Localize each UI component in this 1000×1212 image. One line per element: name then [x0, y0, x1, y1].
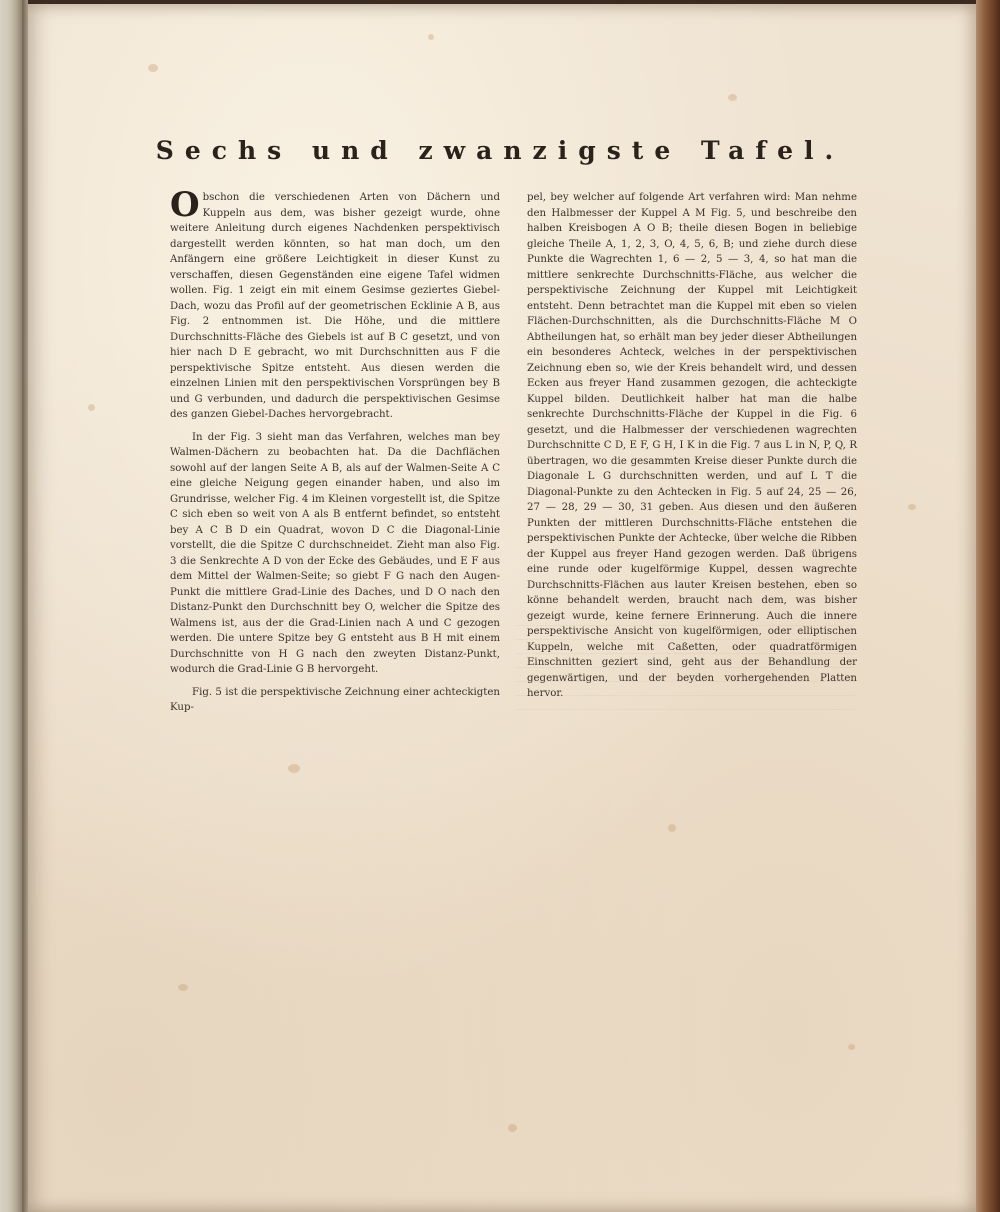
- drop-cap: O: [170, 185, 200, 225]
- paragraph-text: bschon die verschiedenen Arten von Dächern und Kuppeln aus dem, was bisher gezeigt wurde, ohne weitere Anleitung durch eigenes Nachdenken perspektivisch dargestellt werden könnten, so hat man doch, um den Anfängern eine größere Leichtigkeit in dieser Kunst zu verschaffen, diesen Gegenständen eine eigene Tafel widmen wollen. Fig. 1 zeigt ein mit einem Gesimse geziertes Giebel-Dach, wozu das Profil auf der geometrischen Ecklinie A B, aus Fig. 2 entnommen ist. Die Höhe, und die mittlere Durchschnitts-Fläche des Giebels ist auf B C gesetzt, und von hier nach D E gebracht, wo mit Durchschnitten aus F die perspektivische Spitze entsteht. Aus diesen werden die einzelnen Linien mit den perspektivischen Vorsprüngen bey B und G verbunden, und dadurch die perspektivischen Gesimse des ganzen Giebel-Daches hervorgebracht.: [170, 192, 500, 420]
- book-gutter: [0, 0, 22, 1212]
- foxing-spot: [848, 1044, 855, 1050]
- text-column-left: [170, 185, 500, 723]
- paragraph: [170, 185, 500, 423]
- paragraph: Fig. 5 ist die perspektivische Zeichnung einer achteckigten Kup-: [170, 686, 500, 713]
- text-column-right: [527, 190, 857, 709]
- foxing-spot: [908, 504, 916, 510]
- foxing-spot: [508, 1124, 517, 1132]
- foxing-spot: [148, 64, 158, 72]
- foxing-spot: [288, 764, 300, 773]
- foxing-spot: [88, 404, 95, 411]
- paragraph: pel, bey welcher auf folgende Art verfahren wird: Man nehme den Halbmesser der Kuppel A M Fig. 5, und beschreibe den halben Kreisbogen A O B; theile diesen Bogen in beliebige gleiche Theile A, 1, 2, 3, O, 4, 5, 6, B; und ziehe durch diese Punkte die Wagrechten 1, 6 — 2, 5 — 3, 4, so hat man die mittlere senkrechte Durchschnitts-Fläche, aus welcher die perspektivische Zeichnung der Kuppel mit Leichtigkeit entsteht. Denn betrachtet man die Kuppel mit eben so vielen Flächen-Durchschnitten, als die Durchschnitts-Fläche M O Abtheilungen hat, so erhält man bey jeder dieser Abtheilungen ein besonderes Achteck, welches in der perspektivischen Zeichnung eben so, wie der Kreis behandelt wird, und dessen Ecken aus freyer Hand zusammen gezogen, die achteckigte Kuppel bilden. Deutlichkeit halber hat man die halbe senkrechte Durchschnitts-Fläche der Kuppel in die Fig. 6 gesetzt, und die Halbmesser der verschiedenen wagrechten Durchschnitte C D, E F, G H, I K in die Fig. 7 aus L in N, P, Q, R übertragen, wo die gesammten Kreise dieser Punkte durch die Diagonale L G durchschnitten werden, und auf L T die Diagonal-Punkte zu den Achtecken in Fig. 5 auf 24, 25 — 26, 27 — 28, 29 — 30, 31 geben. Aus diesen und den äußeren Punkten der mittleren Durchschnitts-Fläche entstehen die perspektivischen Punkte der Achtecke, über welche die Ribben der Kuppel aus freyer Hand gezogen werden. Daß übrigens eine runde oder kugelförmige Kuppel, dessen wagrechte Durchschnitts-Flächen aus lauter Kreisen bestehen, eben so könne behandelt werden, braucht nach dem, was bisher gezeigt wurde, keine fernere Erinnerung. Auch die innere perspektivische Ansicht von kugelförmigen, oder elliptischen Kuppeln, welche mit Caßetten, oder quadratförmigen Einschnitten geziert sind, geht aus der Behandlung der gegenwärtigen, und der beyden vorhergehenden Platten hervor.: [527, 192, 857, 699]
- foxing-spot: [178, 984, 188, 991]
- page-title: Sechs und zwanzigste Tafel.: [155, 136, 845, 165]
- paragraph: In der Fig. 3 sieht man das Verfahren, welches man bey Walmen-Dächern zu beobachten hat. Da die Dachflächen sowohl auf der langen Seite A B, als auf der Walmen-Seite A C eine gleiche Neigung gegen einander haben, und also im Grundrisse, welcher Fig. 4 im Kleinen vorgestellt ist, die Spitze C sich eben so weit von A als B entfernt befindet, so entsteht bey A C B D ein Quadrat, wovon D C die Diagonal-Linie vorstellt, die die Spitze C durchschneidet. Zieht man also Fig. 3 die Senkrechte A D von der Ecke des Gebäudes, und E F aus dem Mittel der Walmen-Seite; so giebt F G nach den Augen-Punkt die mittlere Grad-Linie des Daches, und D O nach den Distanz-Punkt den Durchschnitt bey O, welcher die Spitze des Walmens ist, aus der die Grad-Linien nach A und C gezogen werden. Die untere Spitze bey G entsteht aus B H mit einem Durchschnitte von H G nach den zweyten Distanz-Punkt, wodurch die Grad-Linie G B hervorgeht.: [170, 431, 500, 675]
- foxing-spot: [728, 94, 737, 101]
- foxing-spot: [668, 824, 676, 832]
- book-cover-edge: [976, 0, 1000, 1212]
- foxing-spot: [428, 34, 434, 40]
